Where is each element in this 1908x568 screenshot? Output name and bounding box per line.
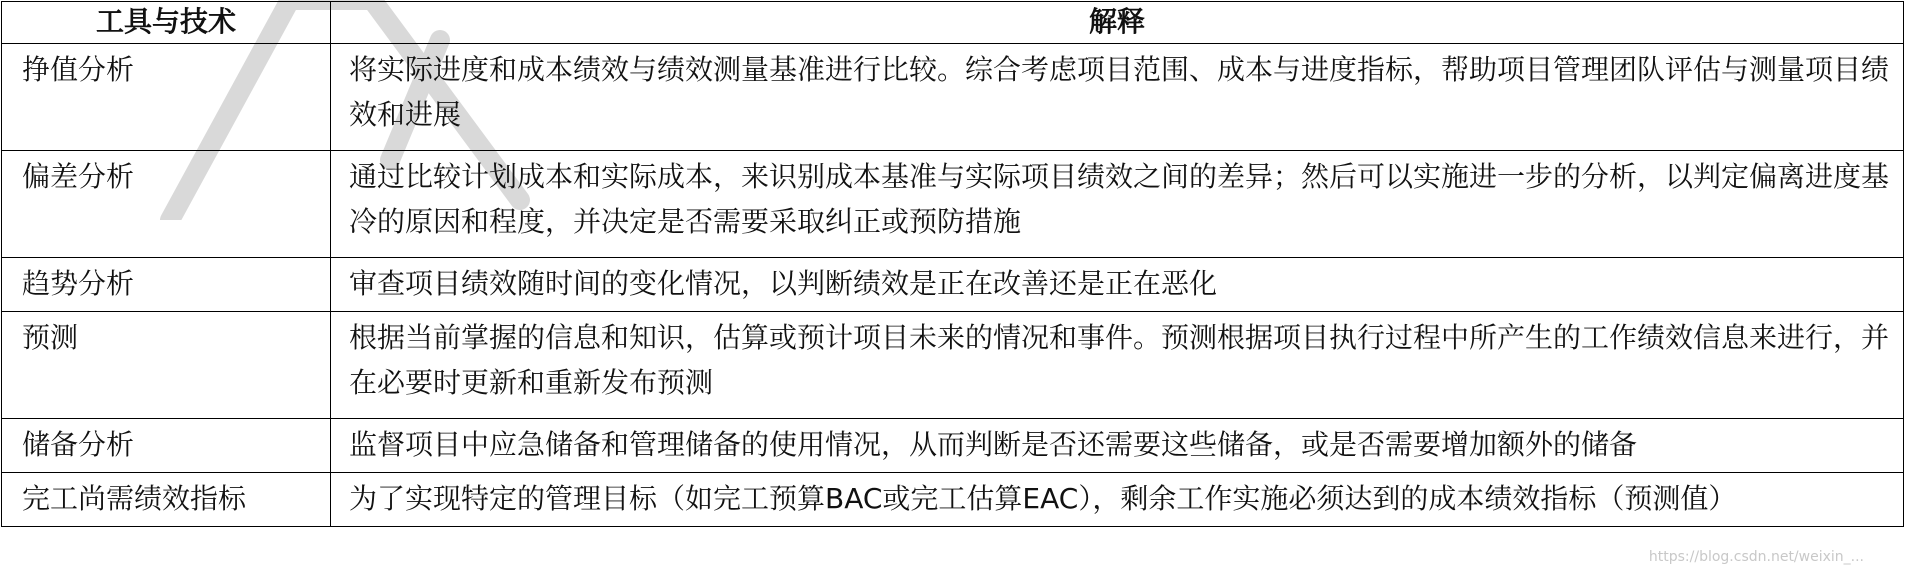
table-row [2, 418, 1904, 472]
table-row [2, 257, 1904, 311]
tools-techniques-table [1, 1, 1904, 527]
table-row [2, 311, 1904, 418]
table-row [2, 150, 1904, 257]
tool-name-cell: 预测 [2, 311, 331, 418]
tool-description-cell: 审查项目绩效随时间的变化情况，以判断绩效是正在改善还是正在恶化 [331, 257, 1904, 311]
source-credit: https://blog.csdn.net/weixin_... [1648, 549, 1864, 565]
header-explanation: 解释 [331, 2, 1904, 44]
table-row [2, 43, 1904, 150]
header-tools: 工具与技术 [2, 2, 331, 44]
table-header-row [2, 2, 1904, 44]
tool-name-cell: 挣值分析 [2, 43, 331, 150]
tool-description-cell: 为了实现特定的管理目标（如完工预算BAC或完工估算EAC），剩余工作实施必须达到的成本绩效指标（预测值） [331, 472, 1904, 526]
tools-table-container [1, 1, 1904, 527]
tool-description-cell: 监督项目中应急储备和管理储备的使用情况，从而判断是否还需要这些储备，或是否需要增加额外的储备 [331, 418, 1904, 472]
tool-description-cell: 根据当前掌握的信息和知识，估算或预计项目未来的情况和事件。预测根据项目执行过程中所产生的工作绩效信息来进行，并在必要时更新和重新发布预测 [331, 311, 1904, 418]
tool-name-cell: 储备分析 [2, 418, 331, 472]
table-row [2, 472, 1904, 526]
tool-description-cell: 将实际进度和成本绩效与绩效测量基准进行比较。综合考虑项目范围、成本与进度指标，帮助项目管理团队评估与测量项目绩效和进展 [331, 43, 1904, 150]
tool-description-cell: 通过比较计划成本和实际成本，来识别成本基准与实际项目绩效之间的差异；然后可以实施进一步的分析，以判定偏离进度基冷的原因和程度，并决定是否需要采取纠正或预防措施 [331, 150, 1904, 257]
tool-name-cell: 完工尚需绩效指标 [2, 472, 331, 526]
tool-name-cell: 偏差分析 [2, 150, 331, 257]
tool-name-cell: 趋势分析 [2, 257, 331, 311]
